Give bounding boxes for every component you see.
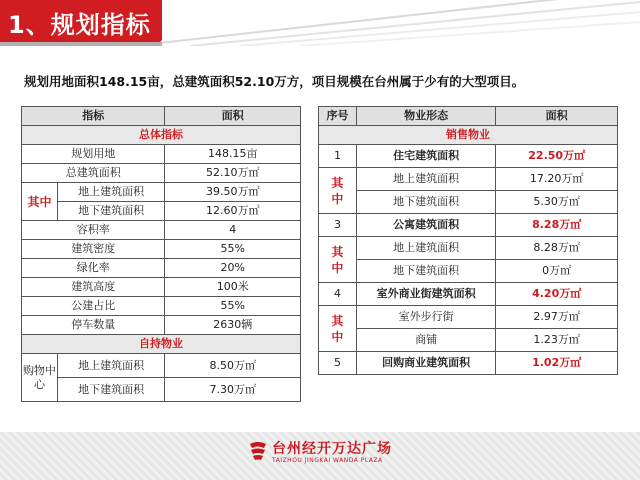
row-value: 4 [165, 221, 301, 240]
table-row [319, 260, 618, 283]
row-value: 39.50万㎡ [165, 183, 301, 202]
header-type: 物业形态 [356, 107, 495, 126]
row-label: 地下建筑面积 [356, 191, 495, 214]
row-label: 地下建筑面积 [57, 202, 165, 221]
table-row [319, 329, 618, 352]
wanda-logo [248, 438, 408, 470]
row-label: 室外步行街 [356, 306, 495, 329]
group-label-qizhong [319, 168, 357, 214]
row-value: 17.20万㎡ [496, 168, 618, 191]
group-label-text: 其中 [331, 175, 344, 206]
row-label: 回购商业建筑面积 [356, 352, 495, 375]
table-row [22, 297, 301, 316]
table-row [22, 316, 301, 335]
summary-text: 规划用地面积148.15亩，总建筑面积52.10万方，项目规模在台州属于少有的大型项目。 [24, 74, 525, 89]
row-label: 公建占比 [22, 297, 165, 316]
row-value: 22.50万㎡ [496, 145, 618, 168]
group-label-text: 其中 [331, 244, 344, 275]
table-row [319, 283, 618, 306]
table-row [22, 202, 301, 221]
group-label-mall: 购物中心 [22, 354, 58, 402]
table-row [22, 354, 301, 378]
row-value: 148.15亩 [165, 145, 301, 164]
row-label: 容积率 [22, 221, 165, 240]
row-no: 3 [319, 214, 357, 237]
title-banner [0, 0, 162, 42]
row-value: 8.50万㎡ [165, 354, 301, 378]
table-row [319, 145, 618, 168]
table-row [319, 214, 618, 237]
row-label: 地上建筑面积 [356, 168, 495, 191]
table-header-row [319, 107, 618, 126]
group-label-qizhong: 其中 [22, 183, 58, 221]
row-label: 室外商业街建筑面积 [356, 283, 495, 306]
sales-property-table [318, 106, 618, 375]
header-no: 序号 [319, 107, 357, 126]
table-row [22, 221, 301, 240]
footer [0, 432, 640, 480]
group-label-qizhong [319, 306, 357, 352]
section-total: 总体指标 [22, 126, 301, 145]
title-underline [0, 42, 162, 46]
row-no: 1 [319, 145, 357, 168]
row-value: 1.23万㎡ [496, 329, 618, 352]
table-row [22, 240, 301, 259]
row-value: 100米 [165, 278, 301, 297]
row-label: 停车数量 [22, 316, 165, 335]
row-label: 建筑高度 [22, 278, 165, 297]
wanda-logo-icon [248, 440, 268, 462]
section-sale: 销售物业 [319, 126, 618, 145]
row-value: 55% [165, 297, 301, 316]
row-value: 2.97万㎡ [496, 306, 618, 329]
row-value: 52.10万㎡ [165, 164, 301, 183]
row-value: 5.30万㎡ [496, 191, 618, 214]
header [0, 0, 640, 46]
row-value: 1.02万㎡ [496, 352, 618, 375]
header-area: 面积 [165, 107, 301, 126]
row-label: 地上建筑面积 [57, 354, 165, 378]
table-row [22, 259, 301, 278]
table-row [319, 352, 618, 375]
table-header-row [22, 107, 301, 126]
logo-text-en: TAIZHOU JINGKAI WANDA PLAZA [272, 457, 383, 464]
table-row [319, 237, 618, 260]
logo-text-cn: 台州经开万达广场 [272, 441, 392, 457]
row-value: 2630辆 [165, 316, 301, 335]
table-row [319, 191, 618, 214]
row-label: 商铺 [356, 329, 495, 352]
row-label: 地上建筑面积 [356, 237, 495, 260]
table-row [22, 278, 301, 297]
table-row [319, 306, 618, 329]
table-row [22, 183, 301, 202]
row-value: 4.20万㎡ [496, 283, 618, 306]
row-no: 4 [319, 283, 357, 306]
row-label: 地下建筑面积 [356, 260, 495, 283]
row-label: 建筑密度 [22, 240, 165, 259]
row-value: 0万㎡ [496, 260, 618, 283]
row-value: 8.28万㎡ [496, 237, 618, 260]
row-label: 绿化率 [22, 259, 165, 278]
row-label: 地上建筑面积 [57, 183, 165, 202]
row-no: 5 [319, 352, 357, 375]
row-value: 8.28万㎡ [496, 214, 618, 237]
group-label-text: 其中 [331, 313, 344, 344]
header-area: 面积 [496, 107, 618, 126]
row-label: 规划用地 [22, 145, 165, 164]
row-value: 20% [165, 259, 301, 278]
row-label: 总建筑面积 [22, 164, 165, 183]
row-label: 公寓建筑面积 [356, 214, 495, 237]
row-value: 12.60万㎡ [165, 202, 301, 221]
table-row [22, 378, 301, 402]
table-row [22, 164, 301, 183]
page-title: 1、规划指标 [8, 11, 151, 39]
header-indicator: 指标 [22, 107, 165, 126]
group-label-qizhong [319, 237, 357, 283]
table-row [22, 145, 301, 164]
section-self-held: 自持物业 [22, 335, 301, 354]
table-row [319, 168, 618, 191]
row-value: 7.30万㎡ [165, 378, 301, 402]
row-label: 地下建筑面积 [57, 378, 165, 402]
row-value: 55% [165, 240, 301, 259]
row-label: 住宅建筑面积 [356, 145, 495, 168]
planning-indicators-table [21, 106, 301, 402]
